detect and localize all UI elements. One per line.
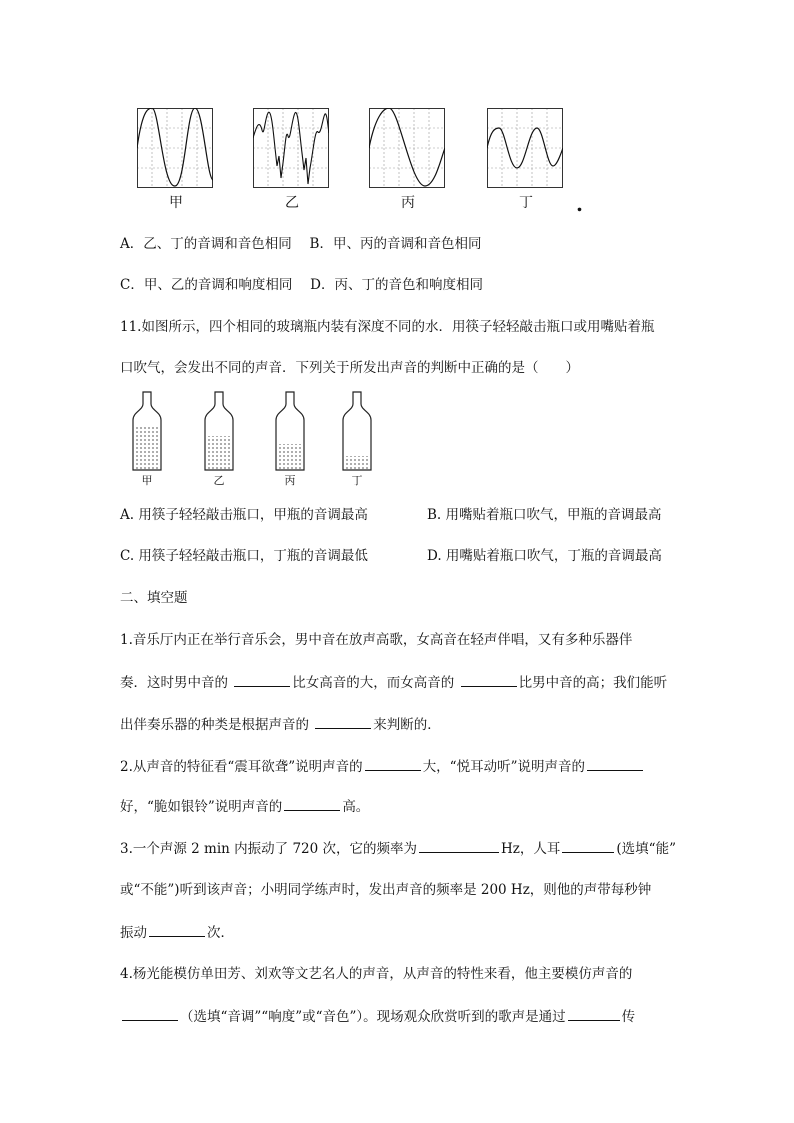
fill-q1-line3: 出伴奏乐器的种类是根据声音的 来判断的． xyxy=(120,717,441,733)
answer-blank[interactable] xyxy=(365,757,421,771)
fill-q4-line2: （选填“音调”“响度”或“音色”）。现场观众欣赏听到的歌声是通过 传 xyxy=(120,1007,635,1026)
bottle-label-yi: 乙 xyxy=(213,474,225,487)
bottle-ding xyxy=(343,392,371,470)
water-ding xyxy=(344,456,370,469)
answer-blank[interactable] xyxy=(419,839,499,853)
answer-blank[interactable] xyxy=(284,797,340,811)
q11-stem-line1: 11.如图所示，四个相同的玻璃瓶内装有深度不同的水．用筷子轻轻敲击瓶口或用嘴贴着瓶 xyxy=(120,319,655,335)
fill-q3-line1: 3.一个声源 2 min 内振动了 720 次，它的频率为 Hz，人耳 (选填“能” xyxy=(120,841,676,857)
trailing-mark: . xyxy=(576,192,583,216)
wave-label-jia: 甲 xyxy=(169,195,183,211)
bottle-bing xyxy=(276,392,304,470)
fill-q3-line2: 或“不能”)听到该声音；小明同学练声时，发出声音的频率是 200 Hz，则他的声带每秒钟 xyxy=(120,882,652,898)
q11-option-c: C. 用筷子轻轻敲击瓶口，丁瓶的音调最低 xyxy=(120,548,368,564)
waveform-jia xyxy=(137,108,213,186)
water-bing xyxy=(277,444,303,469)
fill-q3-line3: 振动 次． xyxy=(120,925,234,941)
fill-q1-line2: 奏．这时男中音的 比女高音的大，而女高音的 比男中音的高；我们能听 xyxy=(120,675,668,691)
answer-blank[interactable] xyxy=(461,673,517,687)
fill-q1-line1: 1.音乐厅内正在举行音乐会，男中音在放声高歌，女高音在轻声伴唱，又有多种乐器伴 xyxy=(120,632,633,648)
bottle-label-ding: 丁 xyxy=(351,474,363,487)
answer-blank[interactable] xyxy=(122,1007,178,1021)
q11-option-a: A. 用筷子轻轻敲击瓶口，甲瓶的音调最高 xyxy=(120,507,368,523)
answer-blank[interactable] xyxy=(315,715,371,729)
bottle-label-bing: 丙 xyxy=(284,474,296,487)
q11-option-d: D. 用嘴贴着瓶口吹气，丁瓶的音调最高 xyxy=(427,548,662,564)
answer-blank[interactable] xyxy=(568,1007,620,1021)
bottle-label-jia: 甲 xyxy=(141,474,153,487)
waveform-bing xyxy=(369,108,445,186)
q11-option-b: B. 用嘴贴着瓶口吹气，甲瓶的音调最高 xyxy=(427,507,662,523)
water-jia xyxy=(134,426,160,469)
waveform-panel-bing xyxy=(369,108,445,188)
answer-blank[interactable] xyxy=(234,673,290,687)
fill-q4-line1: 4.杨光能模仿单田芳、刘欢等文艺名人的声音，从声音的特性来看，他主要模仿声音的 xyxy=(120,966,633,982)
answer-blank[interactable] xyxy=(562,839,614,853)
section-heading: 二、填空题 xyxy=(120,590,188,606)
fill-q2-line2: 好，“脆如银铃”说明声音的 高。 xyxy=(120,799,370,815)
bottles-figure xyxy=(128,390,378,472)
fill-q2-line1: 2.从声音的特征看“震耳欲聋”说明声音的 大，“悦耳动听”说明声音的 xyxy=(120,757,645,776)
waveform-panel-jia xyxy=(137,108,213,188)
q10-options-line2: C．甲、乙的音调和响度相同 D．丙、丁的音色和响度相同 xyxy=(120,277,483,293)
wave-label-bing: 丙 xyxy=(401,195,415,211)
wave-label-yi: 乙 xyxy=(285,195,299,211)
bottle-jia xyxy=(133,392,161,470)
answer-blank[interactable] xyxy=(149,923,205,937)
answer-blank[interactable] xyxy=(587,757,643,771)
bottle-yi xyxy=(205,392,233,470)
q10-options-line1: A．乙、丁的音调和音色相同 B．甲、丙的音调和音色相同 xyxy=(120,236,482,252)
q11-stem-line2: 口吹气，会发出不同的声音．下列关于所发出声音的判断中正确的是（ ） xyxy=(120,360,579,376)
waveform-panel-yi xyxy=(253,108,329,188)
water-yi xyxy=(206,436,232,469)
wave-label-ding: 丁 xyxy=(519,195,533,211)
waveform-panel-ding xyxy=(487,108,563,188)
